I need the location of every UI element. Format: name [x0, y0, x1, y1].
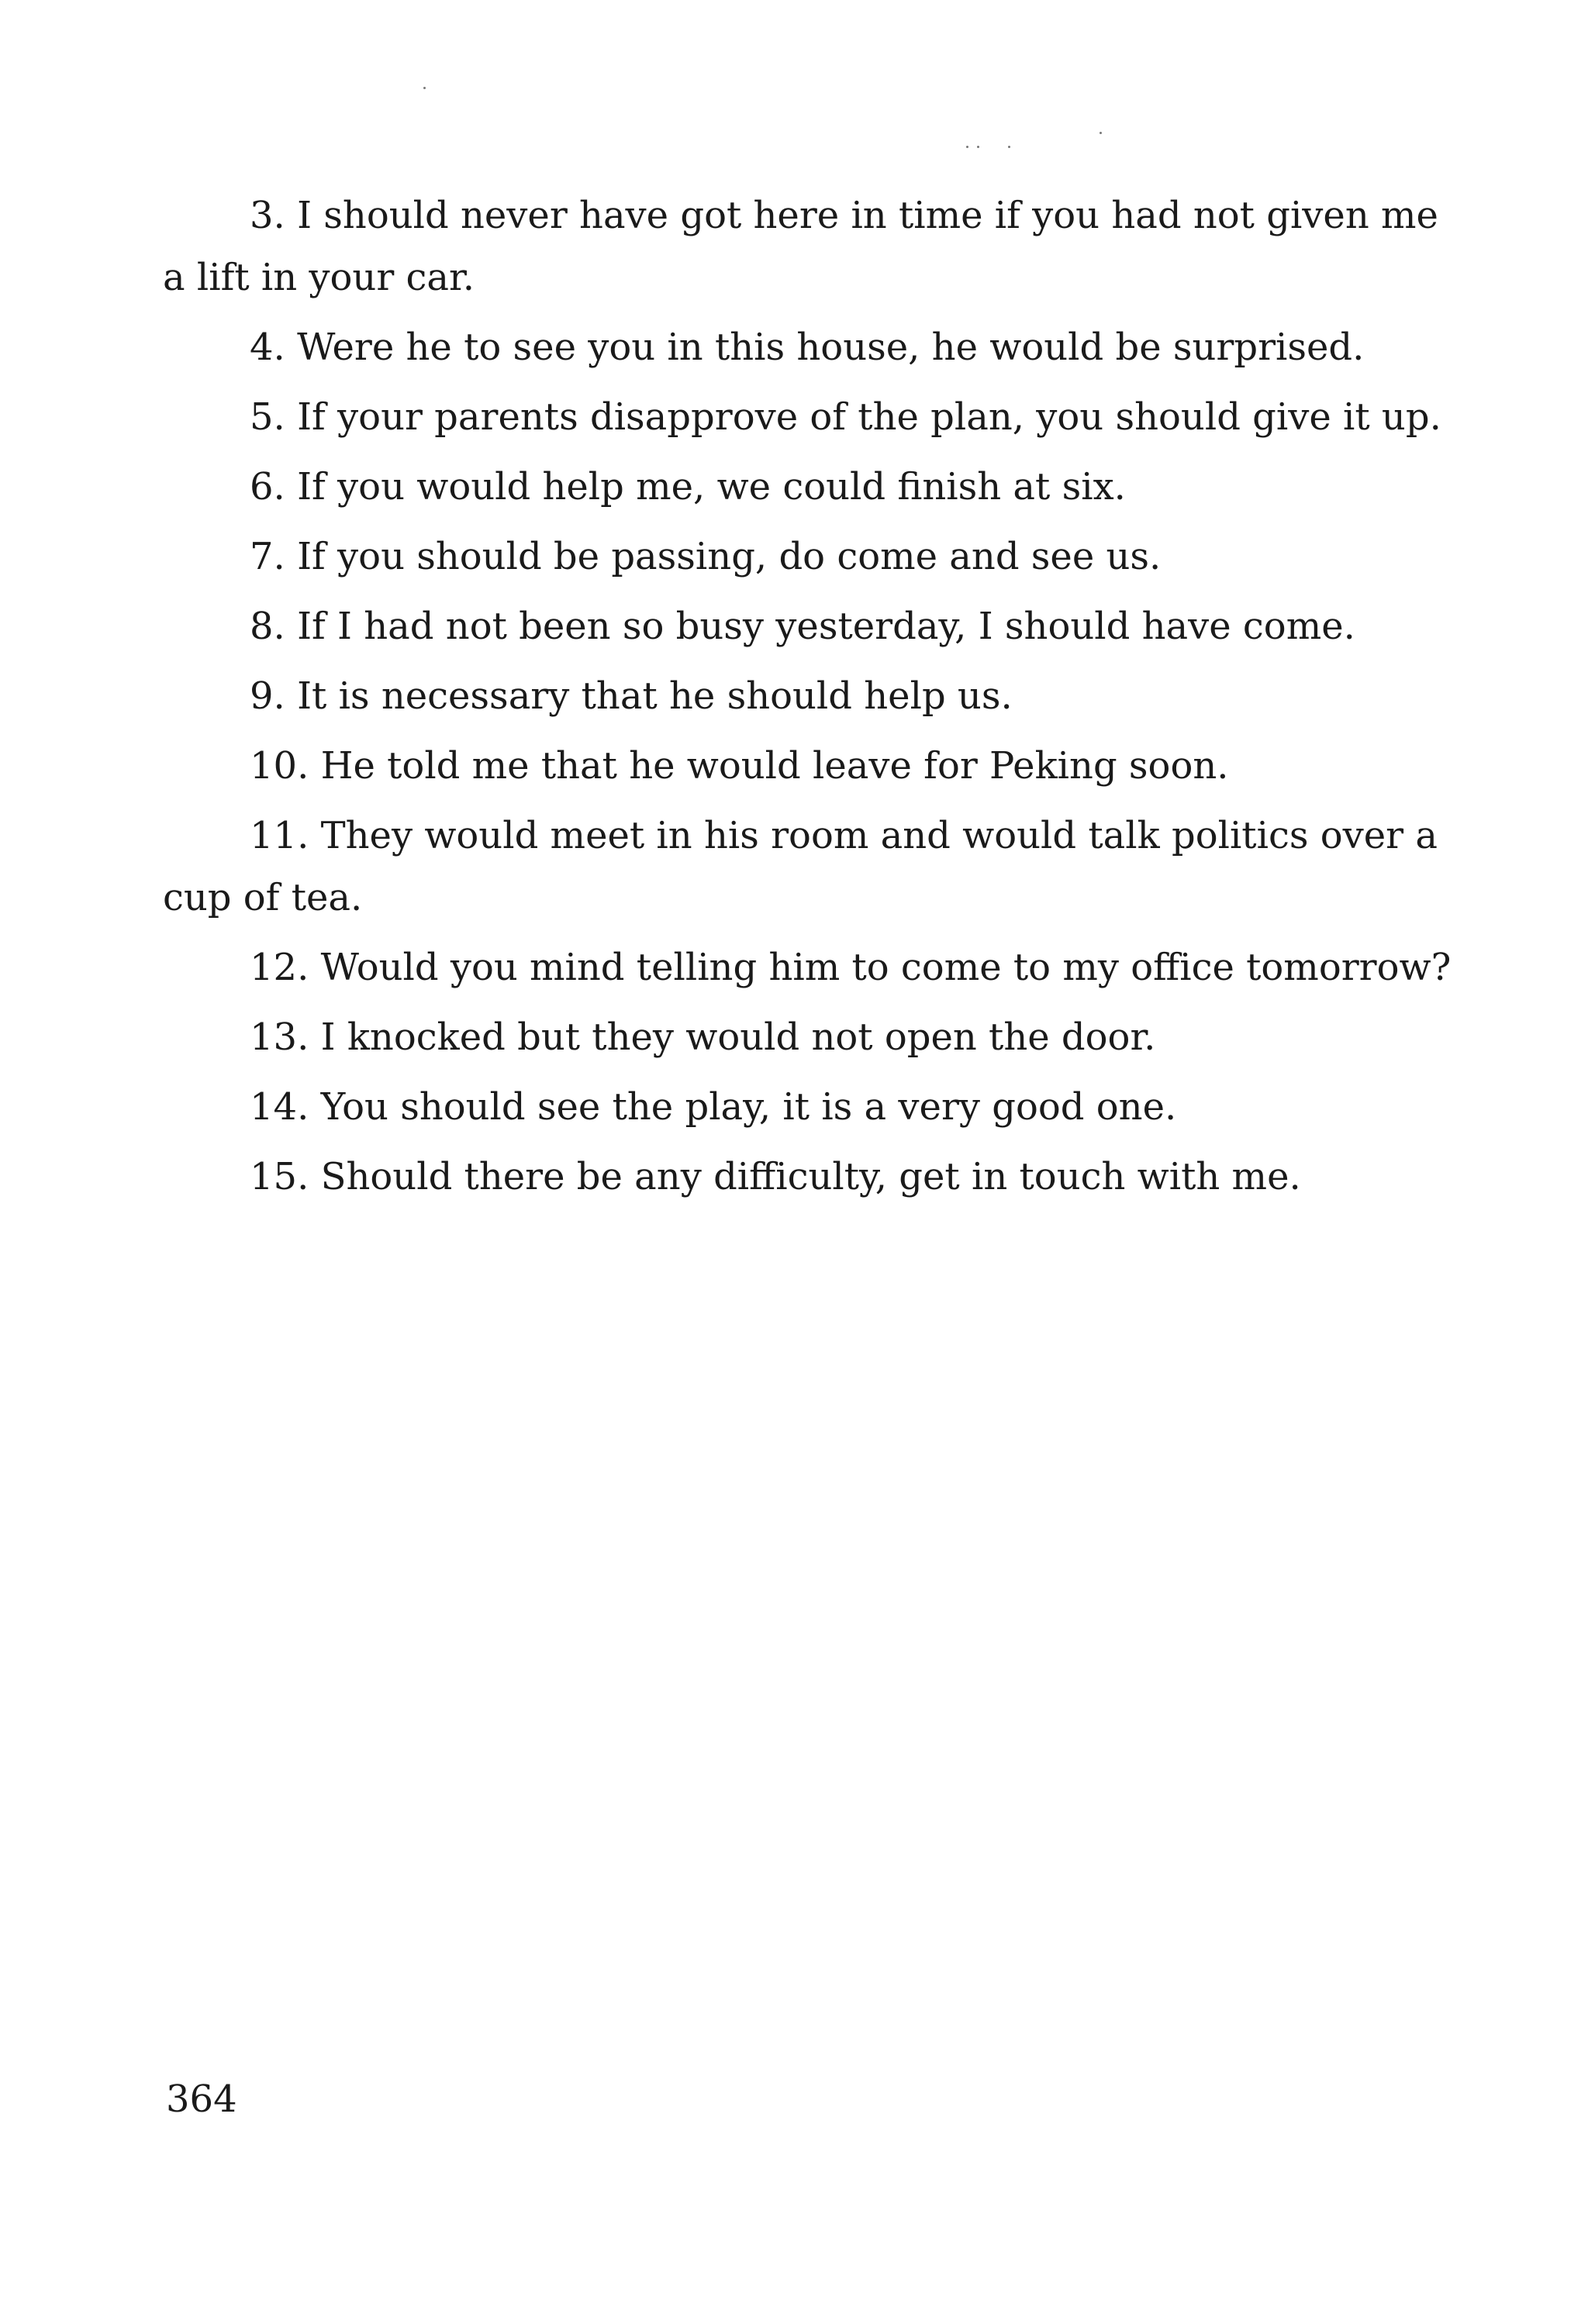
scan-speck [977, 146, 979, 148]
item-number: 10. [250, 744, 309, 788]
exercise-list [163, 184, 1465, 1215]
list-item [163, 456, 1465, 518]
list-item [163, 184, 1465, 309]
item-number: 14. [250, 1085, 309, 1129]
item-number: 9. [250, 674, 285, 718]
item-number: 15. [250, 1155, 309, 1198]
list-item [163, 665, 1465, 727]
item-number: 7. [250, 535, 285, 578]
item-text: If you would help me, we could finish at six. [297, 465, 1126, 509]
item-number: 8. [250, 605, 285, 648]
list-item [163, 526, 1465, 588]
scan-speck [1008, 146, 1010, 148]
item-text: He told me that he would leave for Peking soon. [320, 744, 1229, 788]
list-item [163, 386, 1465, 448]
item-number: 12. [250, 946, 309, 989]
item-text: I should never have got here in time if you had not given me a lift in your car. [163, 194, 1438, 299]
item-text: Would you mind telling him to come to my office tomorrow? [320, 946, 1452, 989]
item-text: I knocked but they would not open the door. [320, 1015, 1156, 1059]
item-number: 4. [250, 326, 285, 369]
item-text: Were he to see you in this house, he would be surprised. [297, 326, 1365, 369]
item-number: 3. [250, 194, 285, 237]
item-text: You should see the play, it is a very good one. [320, 1085, 1177, 1129]
item-text: They would meet in his room and would talk politics over a cup of tea. [163, 814, 1438, 919]
item-number: 13. [250, 1015, 309, 1059]
item-number: 6. [250, 465, 285, 509]
scan-speck [423, 87, 426, 89]
item-number: 5. [250, 395, 285, 439]
item-text: It is necessary that he should help us. [297, 674, 1013, 718]
list-item [163, 1146, 1465, 1208]
list-item [163, 805, 1465, 929]
scan-speck [1100, 132, 1102, 134]
list-item [163, 316, 1465, 378]
list-item [163, 936, 1465, 998]
list-item [163, 735, 1465, 797]
item-number: 11. [250, 814, 309, 857]
item-text: If your parents disapprove of the plan, you should give it up. [297, 395, 1441, 439]
scan-speck [966, 146, 968, 148]
item-text: If I had not been so busy yesterday, I should have come. [297, 605, 1355, 648]
list-item [163, 595, 1465, 657]
item-text: If you should be passing, do come and see us. [297, 535, 1162, 578]
list-item [163, 1076, 1465, 1138]
page-number: 364 [166, 2077, 237, 2121]
list-item [163, 1006, 1465, 1068]
item-text: Should there be any difficulty, get in touch with me. [320, 1155, 1301, 1198]
